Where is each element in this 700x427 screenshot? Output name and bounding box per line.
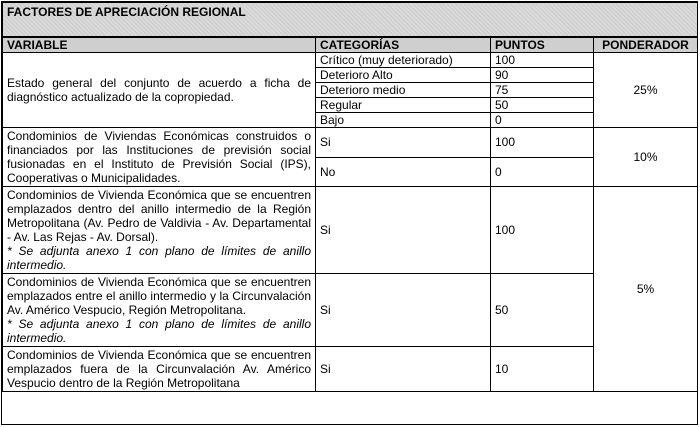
puntos-cell: 90 xyxy=(491,68,594,83)
anexo-note: * Se adjunta anexo 1 con plano de límites de anillo intermedio. xyxy=(7,244,311,272)
variable-estado-general: Estado general del conjunto de acuerdo a ficha de diagnóstico actualizado de la copropiedad. xyxy=(3,53,316,128)
variable-text: Condominios de Vivienda Económica que se encuentren emplazados entre el anillo intermedio y la Circunvalación Av. Américo Vespucio, Región Metropolitana. xyxy=(7,275,311,317)
table-row xyxy=(3,128,698,158)
ponderador-10: 10% xyxy=(594,128,698,187)
puntos-cell: 50 xyxy=(491,98,594,113)
puntos-cell: 100 xyxy=(491,187,594,274)
puntos-cell: 0 xyxy=(491,113,594,128)
categoria-cell: Si xyxy=(316,128,491,158)
categoria-cell: Bajo xyxy=(316,113,491,128)
table-row xyxy=(3,274,698,347)
categoria-cell: No xyxy=(316,157,491,187)
variable-entre-anillo-circunvalacion xyxy=(3,274,316,347)
puntos-cell: 50 xyxy=(491,274,594,347)
categoria-cell: Crítico (muy deteriorado) xyxy=(316,53,491,68)
puntos-cell: 75 xyxy=(491,83,594,98)
variable-text: Condominios de Vivienda Económica que se encuentren emplazados dentro del anillo intermedio de la Región Metropolitana (Av. Pedro de Valdivia - Av. Departamental - Av. Las Rejas - Av. Dorsal). xyxy=(7,188,311,244)
factores-table xyxy=(2,2,698,392)
variable-anillo-intermedio xyxy=(3,187,316,274)
categoria-cell: Si xyxy=(316,347,491,392)
title-row xyxy=(3,3,698,38)
puntos-cell: 10 xyxy=(491,347,594,392)
header-puntos: PUNTOS xyxy=(491,37,594,53)
table-title: FACTORES DE APRECIACIÓN REGIONAL xyxy=(3,3,698,38)
table-row xyxy=(3,187,698,274)
header-row xyxy=(3,37,698,53)
puntos-cell: 100 xyxy=(491,53,594,68)
header-categorias: CATEGORÍAS xyxy=(316,37,491,53)
categoria-cell: Si xyxy=(316,187,491,274)
table-row xyxy=(3,53,698,68)
categoria-cell: Deterioro medio xyxy=(316,83,491,98)
anexo-note: * Se adjunta anexo 1 con plano de límites de anillo intermedio. xyxy=(7,317,311,345)
header-variable: VARIABLE xyxy=(3,37,316,53)
factores-table-sheet xyxy=(1,1,698,425)
header-ponderador: PONDERADOR xyxy=(594,37,698,53)
variable-fuera-circunvalacion: Condominios de Vivienda Económica que se encuentren emplazados fuera de la Circunvalación Av. Américo Vespucio dentro de la Región Metropolitana xyxy=(3,347,316,392)
categoria-cell: Si xyxy=(316,274,491,347)
categoria-cell: Regular xyxy=(316,98,491,113)
puntos-cell: 0 xyxy=(491,157,594,187)
categoria-cell: Deterioro Alto xyxy=(316,68,491,83)
puntos-cell: 100 xyxy=(491,128,594,158)
table-row xyxy=(3,347,698,392)
variable-condominios-ips: Condominios de Viviendas Económicas construidos o financiados por las Instituciones de previsión social fusionadas en el Instituto de Previsión Social (IPS), Cooperativas o Municipalidades. xyxy=(3,128,316,187)
ponderador-25: 25% xyxy=(594,53,698,128)
ponderador-5: 5% xyxy=(594,187,698,392)
